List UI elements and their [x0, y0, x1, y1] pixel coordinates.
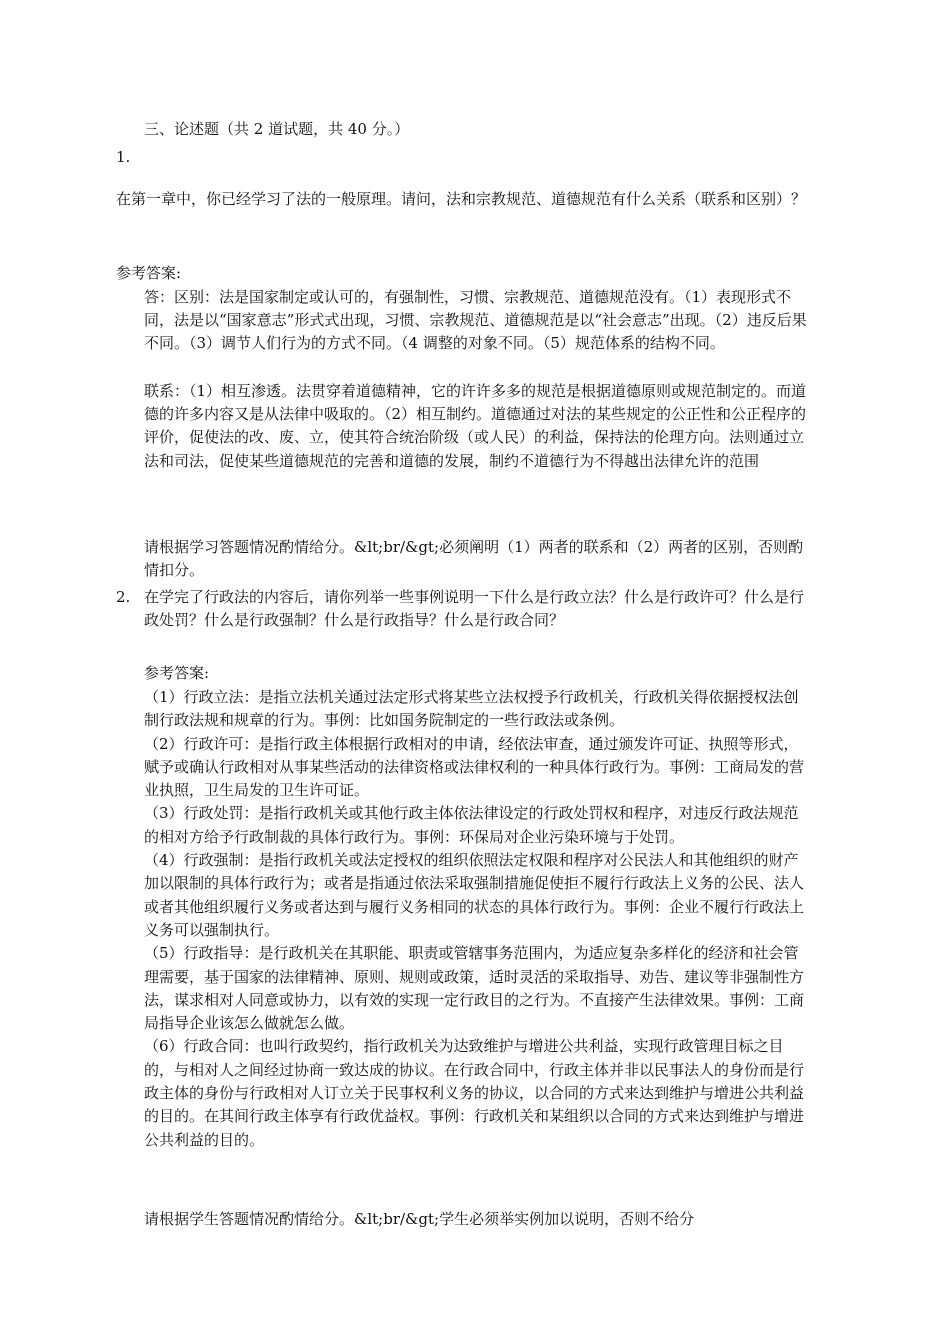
question-1-grading-note [144, 536, 812, 582]
answer-item: （2）行政许可：是指行政主体根据行政相对的申请，经依法审查，通过颁发许可证、执照等形式，赋予或确认行政相对从事某些活动的法律资格或法律权利的一种具体行政行为。事例：工商局发的营业执照，卫生局发的卫生许可证。 [144, 734, 805, 800]
question-2-number: 2. [116, 588, 131, 606]
answer-item: （6）行政合同：也叫行政契约，指行政机关为达致维护与增进公共利益，实现行政管理目标之目的，与相对人之间经过协商一致达成的协议。在行政合同中，行政主体并非以民事法人的身份而是行政主体的身份与行政相对人订立关于民事权利义务的协议，以合同的方式来达到维护与增进公共利益的目的。在其间行政主体享有行政优益权。事例：行政机关和某组织以合同的方式来达到维护与增进公共利益的目的。 [144, 1037, 805, 1149]
question-2-answer-label: 参考答案: [144, 664, 210, 682]
question-1-answer-connections [144, 380, 812, 473]
section-heading [144, 118, 804, 141]
answer-item: （3）行政处罚：是指行政机关或其他行政主体依法律设定的行政处罚权和程序，对违反行政法规范的相对方给予行政制裁的具体行政行为。事例：环保局对企业污染环境与于处罚。 [144, 804, 799, 846]
question-1-answer-differences [144, 286, 812, 356]
question-1-prompt: 在第一章中，你已经学习了法的一般原理。请问，法和宗教规范、道德规范有什么关系（联系和区别）？ [116, 190, 807, 208]
answer-item: （5）行政指导：是行政机关在其职能、职责或管辖事务范围内，为适应复杂多样化的经济和社会管理需要，基于国家的法律精神、原则、规则或政策，适时灵活的采取指导、劝告、建议等非强制性方法，谋求相对人同意或协力，以有效的实现一定行政目的之行为。不直接产生法律效果。事例：工商局指导企业该怎么做就怎么做。 [144, 944, 805, 1033]
question-2-text [144, 586, 812, 632]
answer-differences-text: 答：区别：法是国家制定或认可的，有强制性，习惯、宗教规范、道德规范没有。（1）表现形式不同，法是以“国家意志”形式式出现，习惯、宗教规范、道德规范是以“社会意志”出现。（2）违反后果不同。（3）调节人们行为的方式不同。（4 调整的对象不同。（5）规范体系的结构不同。 [144, 288, 807, 353]
question-2-answer-items [144, 686, 812, 1152]
question-2-prompt: 在学完了行政法的内容后，请你列举一些事例说明一下什么是行政立法？什么是行政许可？什么是行政处罚？什么是行政强制？什么是行政指导？什么是行政合同？ [144, 588, 805, 629]
question-2-grading-note [144, 1208, 812, 1231]
grading-note-text: 请根据学习答题情况酌情给分。&lt;br/&gt;必须阐明（1）两者的联系和（2）两者的区别，否则酌情扣分。 [144, 538, 804, 579]
answer-connections-text: 联系：（1）相互渗透。法贯穿着道德精神，它的许许多多的规范是根据道德原则或规范制定的。而道德的许多内容又是从法律中吸取的。（2）相互制约。道德通过对法的某些规定的公正性和公正程序的评价，促使法的改、废、立，使其符合统治阶级（或人民）的利益，保持法的伦理方向。法则通过立法和司法，促使某些道德规范的完善和道德的发展，制约不道德行为不得越出法律允许的范围 [144, 382, 807, 470]
question-1-answer-label: 参考答案: [116, 264, 182, 282]
section-heading-text: 三、论述题（共 2 道试题，共 40 分。） [144, 120, 410, 138]
answer-item: （4）行政强制：是指行政机关或法定授权的组织依照法定权限和程序对公民法人和其他组织的财产加以限制的具体行政行为；或者是指通过依法采取强制措施促使拒不履行行政法上义务的公民、法人或者其他组织履行义务或者达到与履行义务相同的状态的具体行政行为。事例：企业不履行行政法上义务可以强制执行。 [144, 851, 805, 939]
question-1-text [116, 188, 844, 211]
answer-item: （1）行政立法：是指立法机关通过法定形式将某些立法权授予行政机关，行政机关得依据授权法创制行政法规和规章的行为。事例：比如国务院制定的一些行政法或条例。 [144, 688, 799, 730]
grading-note-text: 请根据学生答题情况酌情给分。&lt;br/&gt;学生必须举实例加以说明，否则不给分 [144, 1210, 695, 1228]
question-1-number: 1. [116, 148, 131, 166]
